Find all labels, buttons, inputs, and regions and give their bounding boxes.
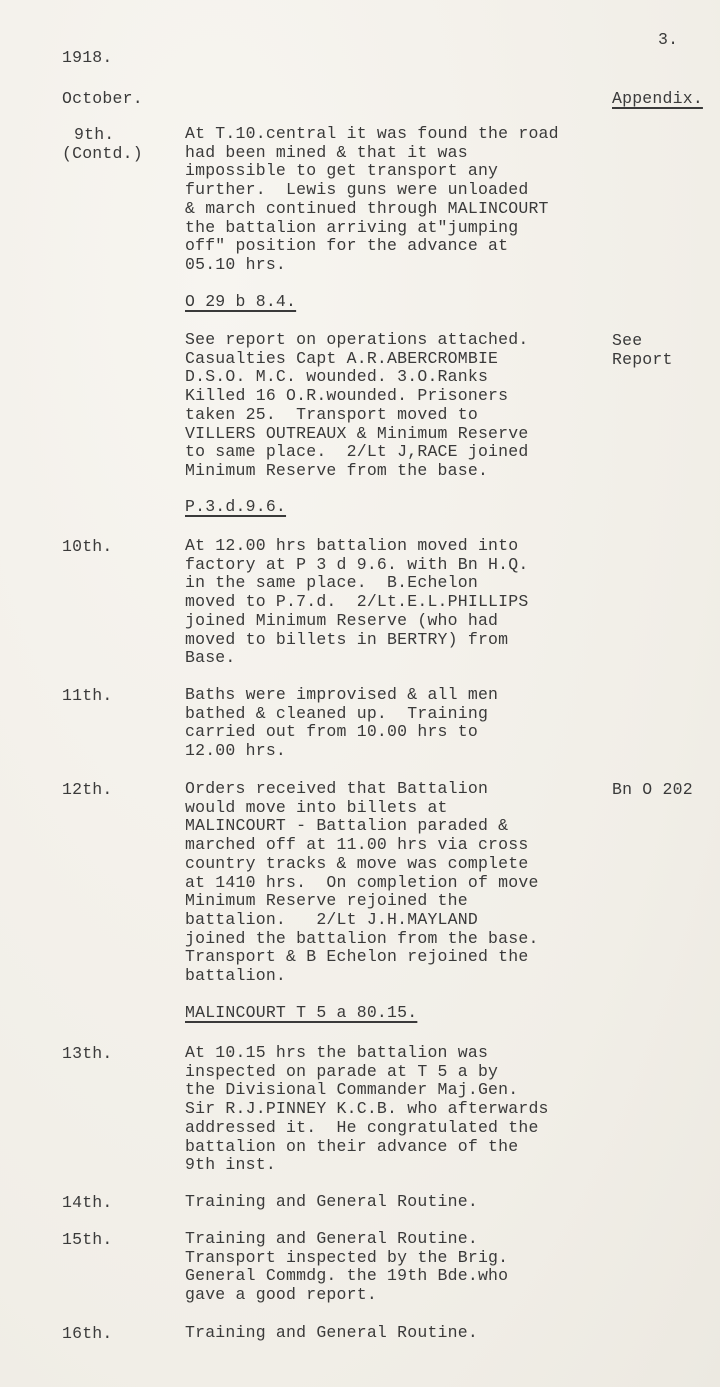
entry-line: carried out from 10.00 hrs to	[185, 722, 478, 742]
entry-line: Transport inspected by the Brig.	[185, 1247, 509, 1267]
entry-line: addressed it. He congratulated the	[185, 1117, 539, 1137]
month-heading: October.	[62, 89, 143, 108]
entry-line: joined Minimum Reserve (who had	[185, 610, 499, 630]
entry-line: MALINCOURT - Battalion paraded &	[185, 816, 509, 836]
entry-line: off" position for the advance at	[185, 236, 509, 256]
entry-line: Base.	[185, 648, 236, 668]
entry-line: to same place. 2/Lt J,RACE joined	[185, 442, 529, 462]
entry-text	[185, 1324, 478, 1343]
entry-line: joined the battalion from the base.	[185, 928, 539, 948]
entry-text	[185, 780, 539, 986]
entry-line: battalion on their advance of the	[185, 1136, 519, 1156]
entry-text	[185, 537, 528, 668]
entry-line: Casualties Capt A.R.ABERCROMBIE	[185, 348, 499, 368]
entry-line: inspected on parade at T 5 a by	[185, 1061, 499, 1081]
entry-line: Minimum Reserve rejoined the	[185, 891, 468, 911]
entry-line: the battalion arriving at"jumping	[185, 217, 519, 237]
entry-line: Sir R.J.PINNEY K.C.B. who afterwards	[185, 1099, 549, 1119]
entry-text	[185, 1230, 508, 1305]
entry-line: General Commdg. the 19th Bde.who	[185, 1266, 509, 1286]
entry-line: & march continued through MALINCOURT	[185, 198, 549, 218]
entry-line: Training and General Routine.	[185, 1192, 478, 1211]
entry-line: 12.00 hrs.	[185, 741, 287, 761]
entry-line: factory at P 3 d 9.6. with Bn H.Q.	[185, 554, 529, 574]
entry-line: Killed 16 O.R.wounded. Prisoners	[185, 386, 509, 406]
entry-date: 10th.	[62, 537, 113, 556]
appendix-reference: Bn O 202	[612, 780, 693, 799]
entry-line: VILLERS OUTREAUX & Minimum Reserve	[185, 423, 529, 443]
appendix-column-heading: Appendix.	[612, 89, 703, 108]
entry-date: 11th.	[62, 686, 113, 705]
entry-text	[185, 686, 498, 761]
entry-line: moved to billets in BERTRY) from	[185, 629, 509, 649]
entry-date: 14th.	[62, 1193, 113, 1212]
entry-line: battalion.	[185, 966, 287, 986]
entry-line: See report on operations attached.	[185, 330, 529, 349]
entry-line: battalion. 2/Lt J.H.MAYLAND	[185, 909, 478, 929]
entry-line: marched off at 11.00 hrs via cross	[185, 835, 529, 855]
entry-line: Baths were improvised & all men	[185, 685, 499, 704]
entry-line: further. Lewis guns were unloaded	[185, 180, 529, 200]
entry-line: bathed & cleaned up. Training	[185, 703, 489, 723]
entry-line: 05.10 hrs.	[185, 254, 287, 274]
entry-line: country tracks & move was complete	[185, 853, 529, 873]
entry-line: had been mined & that it was	[185, 142, 468, 162]
entry-line: At T.10.central it was found the road	[185, 124, 559, 143]
entry-line: At 12.00 hrs battalion moved into	[185, 536, 519, 555]
year-heading: 1918.	[62, 48, 113, 67]
entry-text	[185, 1044, 549, 1175]
entry-date: 16th.	[62, 1324, 113, 1343]
entry-line: at 1410 hrs. On completion of move	[185, 872, 539, 892]
entry-line: D.S.O. M.C. wounded. 3.O.Ranks	[185, 367, 489, 387]
entry-date-continued: (Contd.)	[62, 144, 143, 163]
entry-date: 13th.	[62, 1044, 113, 1063]
entry-line: would move into billets at	[185, 797, 448, 817]
location-heading: O 29 b 8.4.	[185, 292, 297, 311]
entry-line: gave a good report.	[185, 1285, 377, 1305]
entry-line: At 10.15 hrs the battalion was	[185, 1043, 489, 1062]
entry-line: impossible to get transport any	[185, 161, 499, 181]
entry-date: 9th.	[74, 125, 115, 144]
entry-text	[185, 331, 528, 481]
page-number: 3.	[658, 30, 679, 49]
entry-line: Minimum Reserve from the base.	[185, 460, 489, 480]
entry-date: 15th.	[62, 1230, 113, 1249]
entry-line: in the same place. B.Echelon	[185, 573, 478, 593]
entry-text	[185, 1193, 478, 1212]
entry-line: Training and General Routine.	[185, 1229, 478, 1248]
entry-line: Transport & B Echelon rejoined the	[185, 947, 529, 967]
entry-line: the Divisional Commander Maj.Gen.	[185, 1080, 519, 1100]
appendix-reference: Report	[612, 350, 673, 369]
location-heading: P.3.d.9.6.	[185, 497, 287, 516]
entry-line: 9th inst.	[185, 1155, 276, 1175]
entry-date: 12th.	[62, 780, 113, 799]
entry-line: Training and General Routine.	[185, 1323, 478, 1342]
appendix-reference: See	[612, 331, 643, 350]
entry-text	[185, 125, 559, 275]
entry-line: Orders received that Battalion	[185, 779, 489, 798]
entry-line: taken 25. Transport moved to	[185, 404, 478, 424]
location-heading: MALINCOURT T 5 a 80.15.	[185, 1003, 418, 1022]
entry-line: moved to P.7.d. 2/Lt.E.L.PHILLIPS	[185, 592, 529, 612]
